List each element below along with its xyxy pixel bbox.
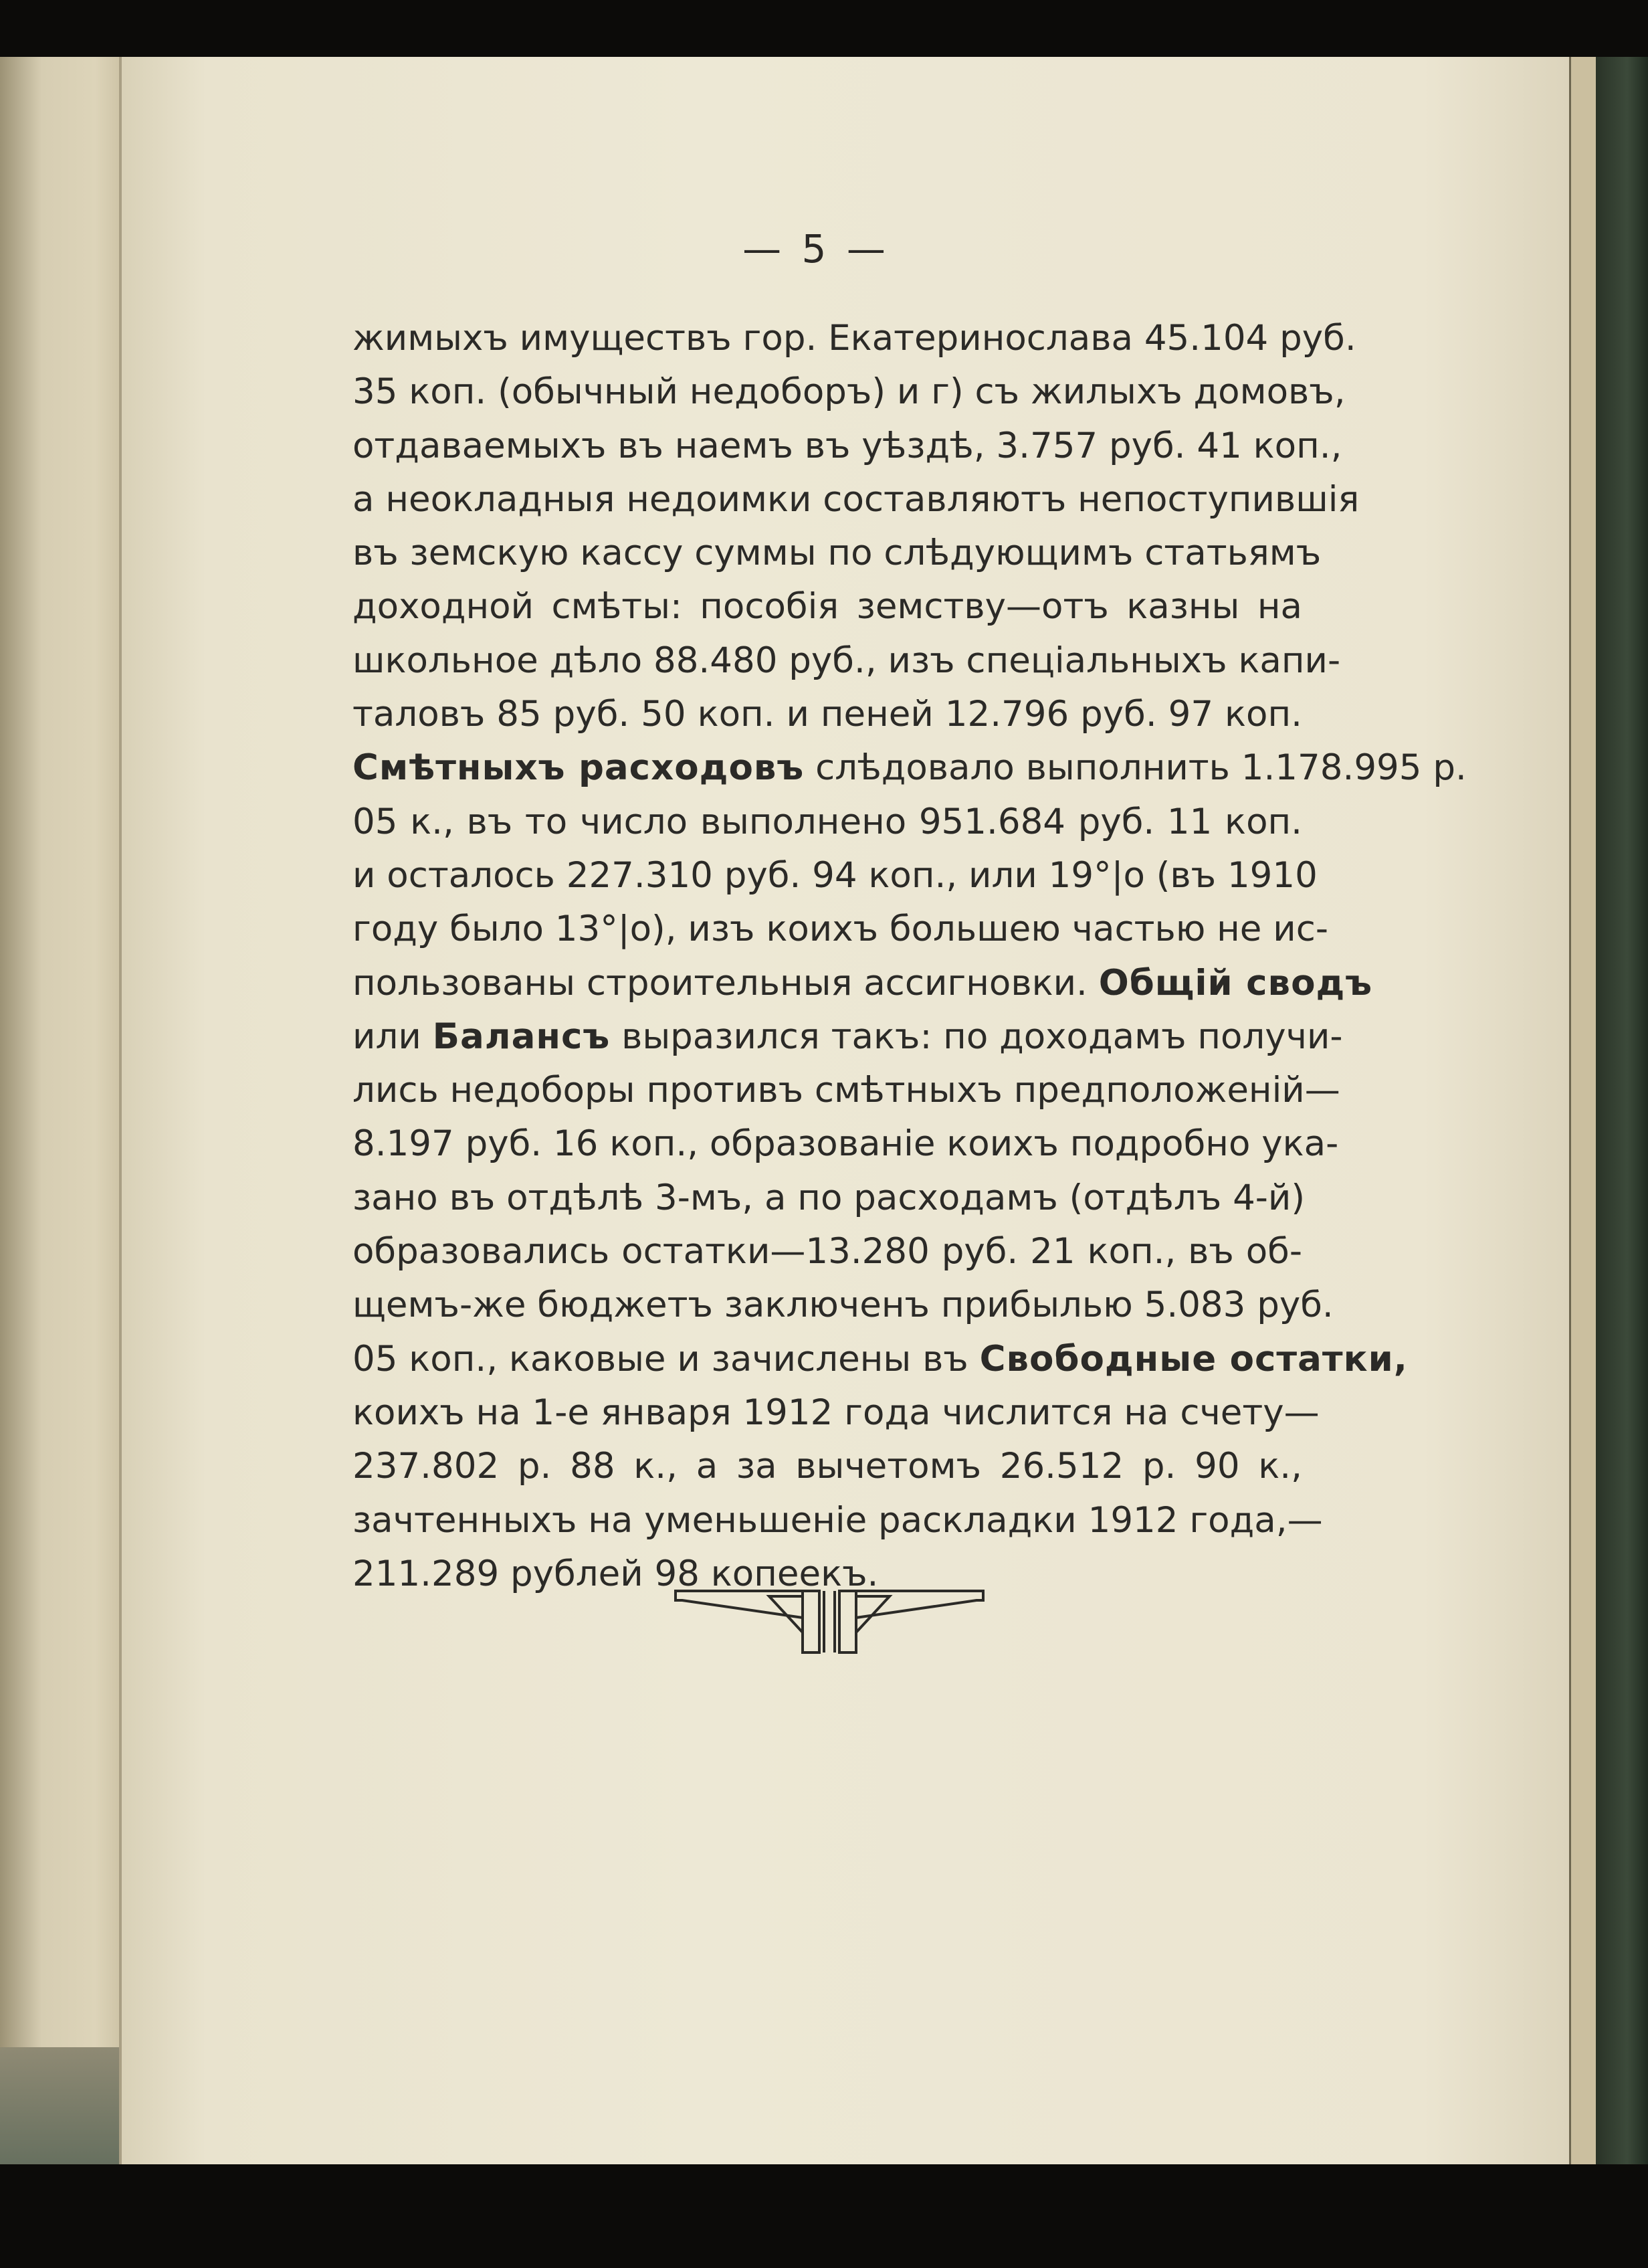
text-line — [352, 903, 1328, 956]
text-line — [352, 957, 1373, 1010]
text-line — [352, 1279, 1334, 1332]
text-line — [352, 1440, 1302, 1493]
text-fragment: слѣдовало выполнить 1.178.995 р. — [804, 747, 1467, 789]
bold-heading-phrase: Смѣтныхъ расходовъ — [352, 747, 805, 789]
text-line — [352, 1171, 1306, 1225]
text-line — [352, 1333, 1408, 1386]
text-fragment: отдаваемыхъ въ наемъ въ уѣздѣ, 3.757 руб. 41 коп., — [352, 425, 1342, 466]
previous-page-edge — [0, 57, 119, 2164]
text-fragment: зачтенныхъ на уменьшеніе раскладки 1912 года,— — [352, 1499, 1323, 1541]
text-fragment: 211.289 рублей 98 копеекъ. — [352, 1553, 879, 1594]
book-cover-edge — [0, 2047, 119, 2164]
bold-heading-phrase: Балансъ — [432, 1016, 611, 1057]
text-fragment: пользованы строительныя ассигновки. — [352, 962, 1099, 1004]
text-line — [352, 580, 1302, 634]
text-line — [352, 1494, 1323, 1547]
text-fragment: и осталось 227.310 руб. 94 коп., или 19°|о (въ 1910 — [352, 854, 1318, 896]
text-line — [352, 473, 1360, 527]
text-line — [352, 688, 1302, 741]
text-fragment: школьное дѣло 88.480 руб., изъ спеціальныхъ капи- — [352, 640, 1341, 681]
text-line — [352, 1225, 1302, 1279]
text-fragment: 8.197 руб. 16 коп., образованіе коихъ подробно ука- — [352, 1123, 1339, 1165]
text-line — [352, 312, 1356, 365]
text-fragment: жимыхъ имуществъ гор. Екатеринослава 45.104 руб. — [352, 318, 1356, 359]
bold-heading-phrase: Общій сводъ — [1098, 962, 1373, 1004]
text-line — [352, 741, 1467, 795]
text-line — [352, 634, 1341, 688]
page-number: — 5 — — [742, 226, 890, 272]
text-fragment: 05 к., въ то число выполнено 951.684 руб. 11 коп. — [352, 801, 1302, 842]
text-fragment: а неокладныя недоимки составляютъ непоступившія — [352, 478, 1360, 520]
text-fragment: 05 коп., каковые и зачислены въ — [352, 1338, 980, 1380]
text-fragment: 237.802 р. 88 к., а за вычетомъ 26.512 р. 90 к., — [352, 1446, 1302, 1487]
bold-heading-phrase: Свободные остатки, — [979, 1338, 1408, 1380]
text-line — [352, 419, 1342, 473]
text-fragment: въ земскую кассу суммы по слѣдующимъ статьямъ — [352, 533, 1322, 574]
body-paragraph — [352, 312, 1467, 1601]
text-fragment: зано въ отдѣлѣ 3-мъ, а по расходамъ (отдѣлъ 4-й) — [352, 1177, 1306, 1218]
text-fragment: 35 коп. (обычный недоборъ) и г) съ жилыхъ домовъ, — [352, 371, 1346, 413]
text-fragment: выразился такъ: по доходамъ получи- — [610, 1016, 1343, 1057]
text-line — [352, 527, 1322, 580]
text-fragment: году было 13°|о), изъ коихъ большею частью не ис- — [352, 909, 1328, 950]
text-fragment: лись недоборы противъ смѣтныхъ предположеній— — [352, 1070, 1340, 1111]
text-line — [352, 1386, 1320, 1440]
text-fragment: образовались остатки—13.280 руб. 21 коп., въ об- — [352, 1231, 1302, 1272]
text-line — [352, 1064, 1340, 1117]
text-line — [352, 849, 1318, 903]
text-fragment: доходной смѣты: пособія земству—отъ казны на — [352, 586, 1302, 628]
tailpiece-ornament — [669, 1571, 990, 1665]
page-right-margin-edge — [1569, 57, 1598, 2164]
book-cover-right — [1596, 57, 1648, 2164]
text-line — [352, 795, 1302, 849]
text-line — [352, 365, 1346, 419]
text-fragment: коихъ на 1-е января 1912 года числится на счету— — [352, 1392, 1320, 1433]
text-fragment: или — [352, 1016, 433, 1057]
text-line — [352, 1010, 1343, 1064]
text-fragment: щемъ-же бюджетъ заключенъ прибылью 5.083 руб. — [352, 1285, 1334, 1326]
text-fragment: таловъ 85 руб. 50 коп. и пеней 12.796 руб. 97 коп. — [352, 694, 1302, 735]
gutter-fold — [119, 57, 122, 2164]
text-line — [352, 1117, 1339, 1171]
